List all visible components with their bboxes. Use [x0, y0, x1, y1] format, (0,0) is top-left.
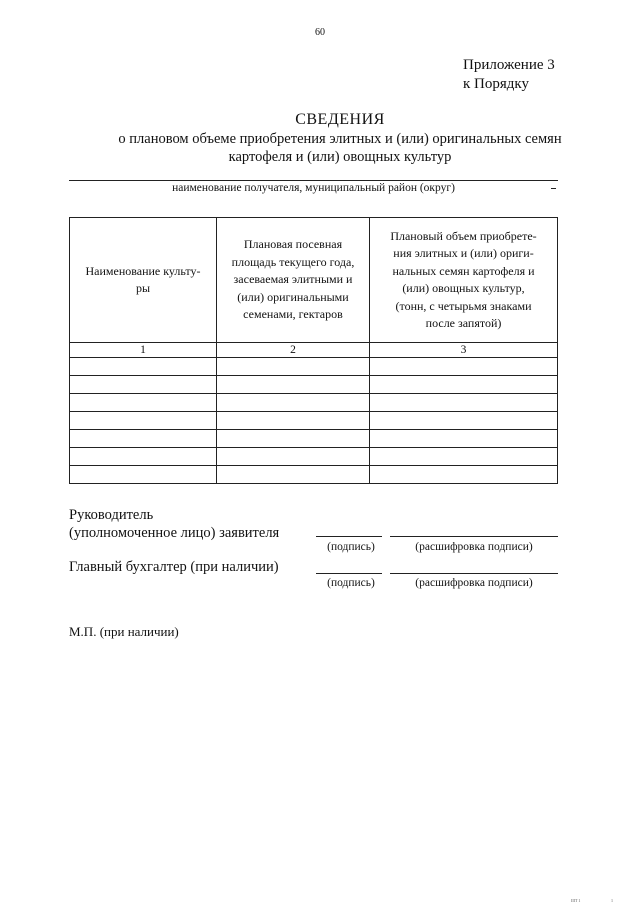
header-planned-volume	[370, 218, 558, 343]
header-line: семенами, гектаров	[243, 307, 343, 322]
table-cell[interactable]	[370, 394, 558, 412]
dash-mark	[551, 188, 556, 189]
header-line: Наименование культу-	[85, 263, 201, 278]
document-subtitle-line-2: картофеля и (или) овощных культур	[228, 149, 452, 165]
table-cell[interactable]	[370, 430, 558, 448]
table-row	[70, 430, 558, 448]
column-number: 1	[70, 343, 217, 358]
table-cell[interactable]	[217, 430, 370, 448]
accountant-label: Главный бухгалтер (при наличии)	[69, 559, 279, 575]
table-cell[interactable]	[370, 448, 558, 466]
table-header-row	[70, 218, 558, 343]
page-number: 60	[315, 27, 325, 38]
accountant-signature-line	[316, 573, 382, 574]
table-cell[interactable]	[217, 448, 370, 466]
stamp-place: М.П. (при наличии)	[69, 624, 179, 639]
accountant-signature-caption: (подпись)	[327, 577, 375, 589]
footer-mark-right: 1	[611, 898, 613, 903]
accountant-decode-caption: (расшифровка подписи)	[415, 577, 533, 589]
table-row	[70, 394, 558, 412]
table-cell[interactable]	[70, 466, 217, 484]
header-line: ния элитных и (или) ориги-	[393, 246, 534, 260]
document-subtitle-line-1: о плановом объеме приобретения элитных и (или) оригинальных семян	[118, 131, 562, 147]
plan-table	[69, 217, 558, 484]
document-title: СВЕДЕНИЯ	[295, 111, 385, 128]
header-line: площадь текущего года,	[231, 254, 355, 269]
table-cell[interactable]	[217, 412, 370, 430]
header-line: Плановая посевная	[243, 237, 343, 252]
table-cell[interactable]	[217, 358, 370, 376]
column-number: 3	[370, 343, 558, 358]
table-row	[70, 376, 558, 394]
table-cell[interactable]	[70, 448, 217, 466]
head-decode-line	[390, 536, 558, 537]
annex-line-1: Приложение 3	[463, 57, 555, 73]
table-cell[interactable]	[370, 466, 558, 484]
table-cell[interactable]	[370, 412, 558, 430]
table-row	[70, 448, 558, 466]
document-heading	[40, 110, 640, 166]
column-number: 2	[217, 343, 370, 358]
table-cell[interactable]	[217, 466, 370, 484]
table-cell[interactable]	[70, 430, 217, 448]
table-row	[70, 466, 558, 484]
accountant-decode-line	[390, 573, 558, 574]
recipient-caption: наименование получателя, муниципальный район (округ)	[172, 182, 455, 194]
table-cell[interactable]	[217, 376, 370, 394]
head-signature-caption: (подпись)	[327, 541, 375, 553]
table-cell[interactable]	[70, 358, 217, 376]
annex-line-2: к Порядку	[463, 76, 529, 92]
header-line: (или) оригинальными	[237, 289, 349, 304]
recipient-fill-line	[69, 180, 558, 181]
table-cell[interactable]	[70, 376, 217, 394]
header-line: (или) овощных культур,	[402, 281, 525, 295]
header-line: нальных семян картофеля и	[392, 263, 535, 278]
header-line: засеваемая элитными и	[233, 272, 353, 287]
table-row	[70, 358, 558, 376]
header-line: (тонн, с четырьмя знаками	[395, 298, 532, 313]
table-row	[70, 412, 558, 430]
header-crop-name	[70, 218, 217, 343]
table-cell[interactable]	[70, 394, 217, 412]
table-cell[interactable]	[370, 358, 558, 376]
head-decode-caption: (расшифровка подписи)	[415, 541, 533, 553]
header-line: после запятой)	[425, 316, 502, 330]
footer-mark-left: IIIT 1	[571, 898, 581, 903]
head-label-line-1: Руководитель	[69, 507, 154, 523]
table-cell[interactable]	[70, 412, 217, 430]
head-label-line-2: (уполномоченное лицо) заявителя	[69, 525, 280, 541]
column-number-row	[70, 343, 558, 358]
header-line: ры	[135, 281, 151, 295]
table-cell[interactable]	[370, 376, 558, 394]
table-cell[interactable]	[217, 394, 370, 412]
head-signature-line	[316, 536, 382, 537]
annex-reference	[463, 56, 555, 94]
header-planned-area	[217, 218, 370, 343]
header-line: Плановый объем приобрете-	[390, 228, 537, 243]
